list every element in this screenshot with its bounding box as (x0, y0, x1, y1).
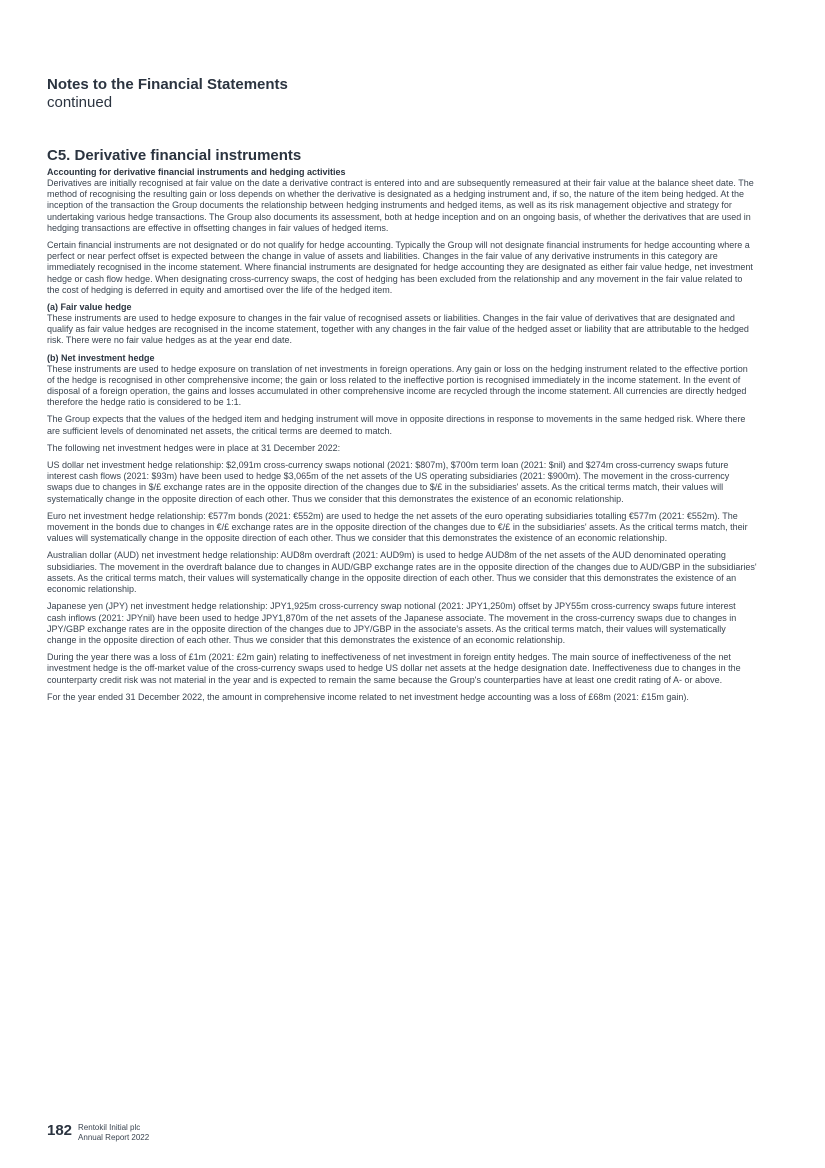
page-footer (47, 1122, 149, 1143)
accounting-paragraph-1: Derivatives are initially recognised at fair value on the date a derivative contract is entered into and are subsequently remeasured at their fair value at the balance sheet date. The method of recognising the resulting gain or loss depends on whether the derivative is designated as a hedging instrument and, if so, the nature of the item being hedged. At the inception of the transaction the Group documents the relationship between hedging instruments and hedged items, as well as its risk management objective and strategy for undertaking various hedge transactions. The Group also documents its assessment, both at hedge inception and on an ongoing basis, of whether the derivatives that are used in hedging transactions are effective in offsetting changes in fair values of hedged items. (47, 178, 754, 233)
eur-hedge-paragraph: Euro net investment hedge relationship: €577m bonds (2021: €552m) are used to hedge the net assets of the euro operating subsidiaries totalling €577m (2021: €552m). The movement in the bonds due to changes in €/£ exchange rates are in the opposite direction of the changes due to €/£ in the subsidiaries' assets. As the critical terms match, their values will systematically change in the opposite direction of each other. Thus we consider that this demonstrates the existence of an economic relationship. (47, 510, 748, 544)
year-summary-paragraph: For the year ended 31 December 2022, the amount in comprehensive income related to net investment hedge accounting was a loss of £68m (2021: £15m gain). (47, 691, 689, 702)
page-number: 182 (47, 1122, 73, 1139)
main-content (47, 146, 757, 709)
expects-paragraph: The Group expects that the values of the hedged item and hedging instrument will move in opposite directions in response to movements in the same hedged risk. Where there are sufficient levels of denominated net assets, the critical terms are deemed to match. (47, 414, 746, 436)
net-investment-hedge-text: These instruments are used to hedge exposure on translation of net investments in foreign operations. Any gain or loss on the hedging instrument related to the effective portion of the hedge is recognised in other comprehensive income; the gain or loss related to the ineffective portion is recognised immediately in the income statement. In the event of disposal of a foreign operation, the gains and losses accumulated in other comprehensive income are recycled through the income statement. All currencies are directly hedged therefore the hedge ratio is considered to be 1:1. (47, 363, 748, 408)
usd-hedge-paragraph: US dollar net investment hedge relationship: $2,091m cross-currency swaps notional (2021: $807m), $700m term loan (2021: $nil) and $274m cross-currency swaps future interest cash flows (2021: $93m) have been used to hedge $3,065m of the net assets of the US operating subsidiaries (2021: $900m). The movement in the cross-currency swaps due to changes in $/£ exchange rates are in the opposite direction of the changes due to $/£ in the subsidiaries' assets. As the critical terms match, their values will systematically change in the opposite direction of each other. Thus we consider that this demonstrates the existence of an economic relationship. (47, 460, 730, 504)
section-title: C5. Derivative financial instruments (47, 147, 302, 164)
accounting-heading: Accounting for derivative financial instruments and hedging activities (47, 167, 346, 177)
fair-value-hedge-block (47, 302, 757, 347)
net-investment-hedge-block (47, 353, 757, 409)
accounting-block (47, 167, 757, 234)
header-subtitle: continued (47, 94, 113, 111)
footer-text (78, 1122, 149, 1143)
accounting-paragraph-2: Certain financial instruments are not designated or do not qualify for hedge accounting. Typically the Group will not designate financial instruments for hedge accounting where a perfect or near perfect offset is expected between the change in value of assets and liabilities. Changes in the fair value of any derivative instruments in this category are immediately recognised in the income statement. Where financial instruments are designated for hedge accounting they are designated as either fair value hedge, net investment hedge or cash flow hedge. When designating cross-currency swaps, the cost of hedging has been excluded from the relationship and any movement in the fair value related to the cost of hedging is deferred in equity and amortised over the life of the hedged item. (47, 240, 753, 295)
aud-hedge-paragraph: Australian dollar (AUD) net investment hedge relationship: AUD8m overdraft (2021: AUD9m) is used to hedge AUD8m of the net assets of the AUD denominated operating subsidiaries. The movement in the overdraft balance due to changes in AUD/GBP exchange rates are in the opposite direction of the changes due to AUD/GBP in the subsidiaries' assets. As the critical terms match, their values will systematically change in the opposite direction of each other. Thus we consider that this demonstrates the existence of an economic relationship. (47, 550, 757, 595)
ineffectiveness-paragraph: During the year there was a loss of £1m (2021: £2m gain) relating to ineffectiveness of net investment in foreign entity hedges. The main source of ineffectiveness of the net investment hedge is the off-market value of the cross-currency swaps used to hedge US dollar net assets at the hedge designation date. Ineffectiveness due to changes in the counterparty credit risk was not material in the year and is expected to remain the same because the Group's counterparties have at least one credit rating of A- or above. (47, 652, 741, 685)
footer-company: Rentokil Initial plc (78, 1123, 141, 1132)
jpy-hedge-paragraph: Japanese yen (JPY) net investment hedge relationship: JPY1,925m cross-currency swap notional (2021: JPY1,250m) offset by JPY55m cross-currency swaps future interest cash inflows (2021: JPYnil) have been used to hedge JPY1,870m of the net assets of the Japanese associate. The movement in the cross-currency swaps due to changes in JPY/GBP exchange rates are in the opposite direction of the changes due to JPY/GBP in the associate's assets. As the critical terms match, their values will systematically change in the opposite direction of each other. Thus we consider that this demonstrates the existence of an economic relationship. (47, 601, 737, 645)
page-header (47, 76, 288, 112)
fair-value-hedge-text: These instruments are used to hedge exposure to changes in the fair value of recognised assets or liabilities. Changes in the fair value of derivatives that are designated and qualify as fair value hedges are recognised in the income statement, together with any changes in the fair value of the hedged asset or liability that are attributable to the hedged risk. There were no fair value hedges as at the year end date. (47, 313, 749, 346)
fair-value-hedge-heading: (a) Fair value hedge (47, 302, 132, 313)
footer-report: Annual Report 2022 (78, 1133, 150, 1142)
following-paragraph: The following net investment hedges were in place at 31 December 2022: (47, 442, 341, 453)
net-investment-hedge-heading: (b) Net investment hedge (47, 352, 155, 363)
header-title: Notes to the Financial Statements (47, 76, 288, 93)
